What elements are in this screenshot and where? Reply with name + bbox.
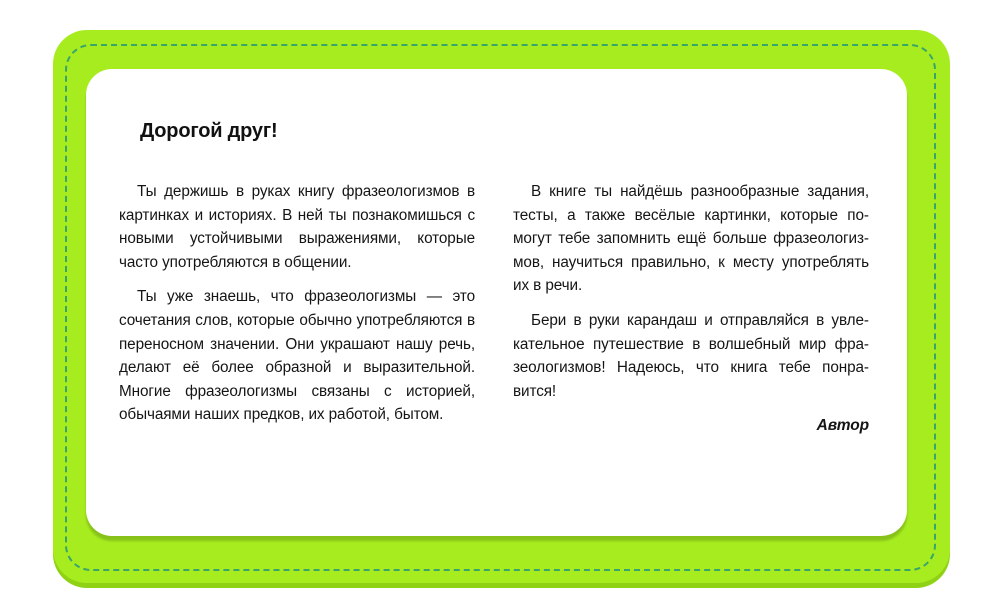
right-paragraph-2: Бери в руки карандаш и отправляйся в увлекательное путешествие в волшебный мир фразеологизмов! Надеюсь, что книга тебе понравится!: [513, 311, 869, 400]
left-column: [119, 180, 475, 438]
letter-heading: Дорогой друг!: [140, 120, 278, 142]
author-signature: Автор: [816, 417, 869, 435]
right-paragraph-1: В книге ты найдёшь разнообразные задания, тесты, а также весёлые картинки, которые помогут тебе запомнить ещё больше фразеологизмов, научиться правильно, к месту употреблять их в речи.: [513, 183, 869, 295]
left-paragraph-2: Ты уже знаешь, что фразеологизмы — это сочетания слов, которые обычно употребляются в переносном значении. Они украшают нашу речь, делают её более образной и выразительной. Многие фразеологизмы связаны с историей, обычаями наших предков, их работой, бытом.: [119, 288, 475, 424]
right-column: [513, 180, 869, 438]
left-paragraph-1: Ты держишь в руках книгу фразеологизмов в картинках и историях. В ней ты познакомишься с новыми устойчивыми выражениями, которые часто употребляются в общении.: [119, 183, 475, 271]
